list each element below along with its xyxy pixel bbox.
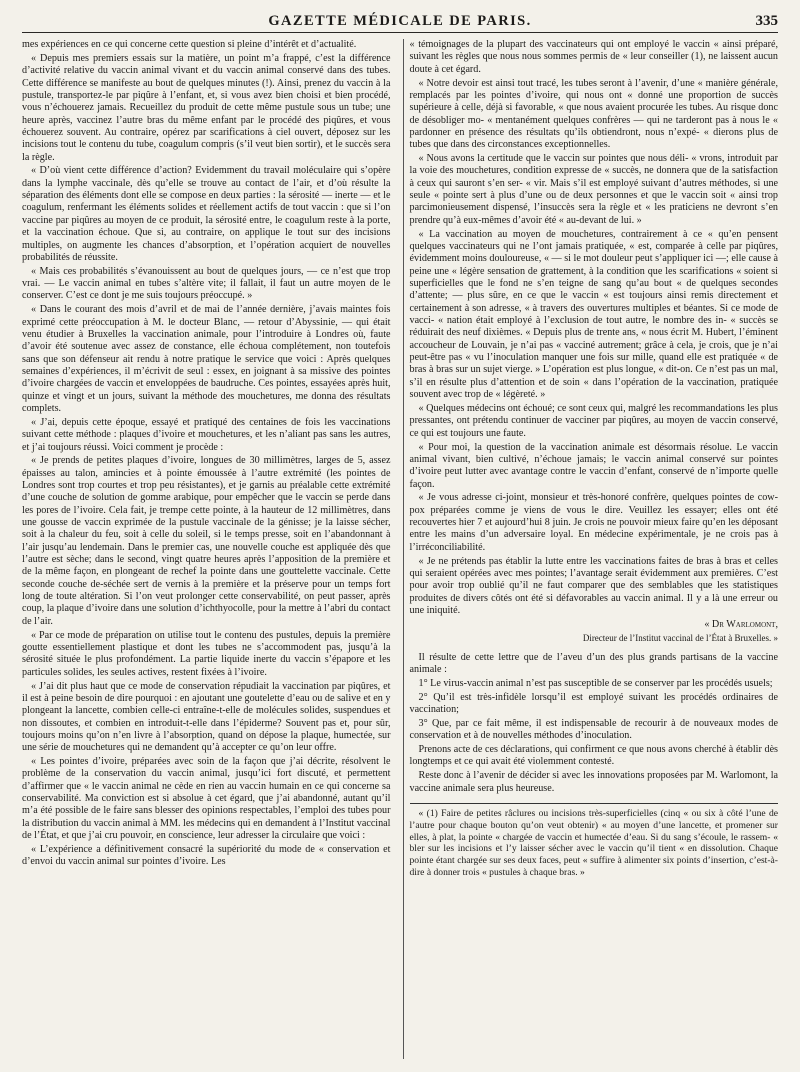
paragraph: « Quelques médecins ont échoué; ce sont ceux qui, malgré les recommandations les plus pressantes, ont prétendu continuer de vacciner par piqûres, au moyen de vaccin conservé, ce qui est toujours une faute. [409,402,778,439]
footnote-divider [410,803,779,804]
footnote: « (1) Faire de petites râclures ou incisions très-superficielles (cinq « ou six à côté l’une de l’autre pour chaque bouton qu’on veut obtenir) « au moyen d’une lancette, et promener sur elles, à plat, la pointe « chargée de vaccin et humectée d’eau. Si du sang s’écoule, le rassem- « bler sur les incisions et l’y laisser sécher avec le vaccin qu’il tient « en dissolution. Chaque pointe étant chargée sur ses deux faces, peut « suffire à alimenter six points d’insertion, c’est-à-dire à donner trois « pustules à chaque bras. » [409,807,778,878]
paragraph: « L’expérience a définitivement consacré la supériorité du mode de « conservation et d’envoi du vaccin animal sur pointes d’ivoire. Les [22,844,391,868]
paragraph: « D’où vient cette différence d’action? Evidemment du travail moléculaire qui s’opère dans la lymphe vaccinale, dès qu’elle se trouve au contact de l’air, et d’où résulte la séparation des éléments dont elle se compose en deux parties : la sérosité — inerte — et le coagulum, renfermant les éléments solides et réellement actifs de tout vaccin : que si l’on vaccine par piqûres au moyen de ce produit, la sérosité entre, le coagulum reste à la porte, et la vaccination échoue. Que si, au contraire, on applique le tout sur des incisions multiples, on augmente les chances d’absorption, et l’opération acquiert de nouvelles probabilités de réussite. [22,165,391,263]
signature-title: Directeur de l’Institut vaccinal de l’État à Bruxelles. » [582,632,778,643]
paragraph: « Notre devoir est ainsi tout tracé, les tubes seront à l’avenir, d’une « manière générale, remplacés par les pointes d’ivoire, qui nous ont « donné une proportion de succès supérieure à celle, déjà si favorable, « que nous avaient procurée les tubes. Au risque donc de désobliger mo- « mentanément quelques confrères — qui ne tarderont pas à nous le « pardonner en présence des résultats qu’ils obtiendront, nous n’expé- « dierons plus de tubes que dans des circonstances exceptionnelles. [409,77,778,151]
list-item: 1° Le virus-vaccin animal n’est pas susceptible de se conserver par les procédés usuels; [418,677,773,689]
paragraph: « témoignages de la plupart des vaccinateurs qui ont employé le vaccin « ainsi préparé, suivant les règles que nous nous sommes permis de « leur conseiller (1), ne laissent aucun doute à cet égard. [409,39,778,75]
page-number: 335 [755,13,778,29]
list-item: 3° Que, par ce fait même, il est indispensable de recourir à de nouveaux modes de conservation et à de nouvelles méthodes d’inoculation. [409,717,778,742]
journal-title: GAZETTE MÉDICALE DE PARIS. [268,13,532,29]
right-column [403,39,779,1059]
paragraph: « Je ne prétends pas établir la lutte entre les vaccinations faites de bras à bras et celles qui seraient opérées avec mes pointes; l’avantage serait évidemment aux premières. C’est pour avoir trop oublié qu’il ne faut comparer que des semblables que les statistiques produites de divers côtés ont été si défavorables au vaccin animal. Il y a là une erreur ou une iniquité. [409,555,778,616]
left-column [22,39,391,1059]
paragraph: « Dans le courant des mois d’avril et de mai de l’année dernière, j’avais maintes fois exprimé cette préoccupation à M. le docteur Blanc, — retour d’Abyssinie, — qui était venu étudier à Bruxelles la vaccination animale, pour l’introduire à Londres où, faute d’avoir été soutenue avec assez de constance, elle échoua complétement, non toutefois sans que son défenseur ait rendu à notre pratique le service que voici : Après quelques semaines d’expériences, il m’écrivit de seul : essex, en joignant à sa missive des pointes d’ivoire chargées de vaccin et enveloppées de baudruche. Ces pointes, essayées après huit, quinze et vingt et un jours, suivant la méthode des mouchetures, me donna des résultats complets. [22,304,391,414]
paragraph: « Mais ces probabilités s’évanouissent au bout de quelques jours, — ce n’est que trop vrai. — Le vaccin animal en tubes s’altère vite; il fallait, il faut un autre moyen de le conserver. C’est ce dont je me suis toujours préoccupé. » [22,265,391,302]
paragraph: « J’ai, depuis cette époque, essayé et pratiqué des centaines de fois les vaccinations suivant cette méthode : plaques d’ivoire et mouchetures, et les n’aliant pas sans les autres, et j’ai toujours réussi. Voici comment je procède : [22,416,391,453]
paragraph: « Depuis mes premiers essais sur la matière, un point m’a frappé, c’est la différence d’activité relative du vaccin animal vivant et du vaccin animal conservé dans des tubes. Cette différence se manifeste au bout de quelques minutes (!). Ainsi, prenez du vaccin à la pustule, transportez-le par piqûre à l’enfant, et, si vous avez bien choisi et bien procédé, vous n’échouerez jamais. Recueillez du produit de cette même pustule sous un tube; une heure après, vaccinez l’autre bras du même enfant par le procédé des piqûres, et vous échouerez souvent. Au contraire, opérez par scarifications à ciel ouvert, déposez sur les incisions tout le contenu du tube, coagulum compris (s’il veut bien sortir), et le succès sera la règle. [22,52,391,163]
paragraph: « La vaccination au moyen de mouchetures, contrairement à ce « qu’en pensent quelques vaccinateurs qui ne l’ont jamais pratiquée, « est, comparée à celle par piqûres, évidemment moins douloureuse, « — si le mot douleur peut s’appliquer ici —; elle cause à peine une « légère sensation de grattement, à la condition que les scarifications « soient si superficielles que le fond ne s’en teigne de sang qu’au bout « de quelques secondes d’attente; — plus sûre, en ce que le vaccin « est toujours ainsi remis directement et certainement à son adresse, « à travers des ouvertures multiples et béantes. Si ce mode de vacci- « nation était employé à l’exclusion de tout autre, le nombre des in- « succès se réduirait des neuf dixièmes. « Depuis plus de trente ans, « nous écrit M. Hubert, l’éminent accoucheur de Louvain, je n’ai pas « vacciné autrement; grâce à cela, je crois, que je n’ai peut-être pas « vu l’inoculation manquer une fois sur mille, quand elle est pratiquée « de bras à bras sur un sujet vierge. » L’opération est plus longue, « dit-on. Ce n’est pas un mal, s’il en résulte plus d’attention et de soin « dans l’opération de la vaccination, pratiquée souvent avec trop de « légèreté. » [409,228,778,401]
paragraph: « J’ai dit plus haut que ce mode de conservation répudiait la vaccination par piqûres, et il est à peine besoin de dire pourquoi : en ajoutant une goutelette d’eau ou de salive et en y plongeant la lancette, combien celle-ci entraîne-t-elle de molécules solides, suspendues et non dissoutes, et combien en introduit-t-elle dans l’épiderme? Souvent pas et, pour sûr, toujours moins qu’on n’en livre à l’absorption, quand on dépose la plaque, humectée, sur une série de mouchetures qui ne demandent qu’à accepter ce qu’on leur offre. [22,680,391,754]
list-item: 2° Qu’il est très-infidèle lorsqu’il est employé suivant les procédés ordinaires de vaccination; [409,691,778,716]
paragraph: mes expériences en ce qui concerne cette question si pleine d’intérêt et d’actualité. [22,39,357,50]
paragraph: Prenons acte de ces déclarations, qui confirment ce que nous avons cherché à établir dès longtemps et ce qui avait été violemment contesté. [409,744,778,768]
paragraph: « Par ce mode de préparation on utilise tout le contenu des pustules, depuis la première goutte essentiellement plastique et dont les tubes ne s’accommodent pas, jusqu’à la sérosité située le plus profondément. La partie liquide inerte du vaccin s’épapore et les particules solides, les seules actives, restent fixées à l’ivoire. [22,629,391,678]
paragraph: Il résulte de cette lettre que de l’aveu d’un des plus grands partisans de la vaccine animale : [409,651,778,675]
page-header [22,10,778,33]
paragraph: Reste donc à l’avenir de décider si avec les innovations proposées par M. Warlomont, la vaccine animale sera plus heureuse. [409,770,778,794]
paragraph: « Les pointes d’ivoire, préparées avec soin de la façon que j’ai décrite, résolvent le problème de la conservation du vaccin animal, jusqu’ici fort discuté, et permettent d’affirmer que « le vaccin animal ne cède en rien au vaccin humain en ce qui concerne sa conservabilité. Ma conviction est si absolue à cet égard, que j’ai abandonné, autant qu’il m’a été possible de le faire sans blesser des opinions respectables, l’emploi des tubes pour la distribution du vaccin animal à MM. les médecins qui en demandent à l’Institut vaccinal de l’État, et que j’ai cru pouvoir, en conscience, leur adresser la circulaire que voici : [22,756,391,842]
signature: « Dr Warlomont, [704,618,778,630]
paragraph: « Nous avons la certitude que le vaccin sur pointes que nous déli- « vrons, introduit par la voie des mouchetures, condition expresse de « succès, ne donnera que de la satisfaction à ceux qui sauront s’en ser- « vir. Mais s’il est employé suivant d’autres méthodes, si une seule « pointe sert à plus d’une ou de deux personnes et que le vaccin soit « ainsi trop parcimonieusement dispensé, l’insuccès sera la règle et « les praticiens ne devront s’en prendre qu’à eux-mêmes d’avoir été « au-devant de lui. » [409,153,778,226]
paragraph: « Je prends de petites plaques d’ivoire, longues de 30 millimètres, larges de 5, assez épaisses au talon, amincies et à pointe émoussée à l’autre extrémité (les pointes de Londres sont trop courtes et trop peu résistantes), et je garnis au préalable cette extrémité d’une couche de solution de gomme arabique, pour empêcher que le vaccin se perde dans les pores de l’ivoire. Cela fait, je trempe cette pointe, à la hauteur de 12 millimètres, dans une gousse de vaccin exprimée de la pustule vaccinale de la génisse; je la laisse sécher, soit à la chaleur du feu, soit à celle du soleil, si le temps presse, soit en l’abandonnant à l’air jusqu’au lendemain. Dans le premier cas, une nouvelle couche est appliquée dès que l’autre est sèche; dans le second, vingt quatre heures après l’apposition de la première et de la même façon, en plongeant de rechef la pointe dans une gouttelette vaccinale. Cette seconde couche de-séchée sert de vernis à la première et la préserve pour un temps fort long de toute altération. Si l’on veut prolonger cette conservabilité, on peut passer, après coup, la plaque d’ivoire dans une solution d’ichthyocolle, pour la mettre à l’abri du contact de l’air. [22,455,391,627]
paragraph: « Je vous adresse ci-joint, monsieur et très-honoré confrère, quelques pointes de cow-pox préparées comme je viens de vous le dire. Veuillez les essayer; elles ont été recouvertes hier 7 et aujourd’hui 8 juin. Je crois ne pouvoir mieux faire qu’en les déposant entre les mains d’un adversaire loyal. En médecine expérimentale, je ne crois pas à l’irréconciliabilité. [409,492,778,553]
text-columns [22,39,778,1059]
paragraph: « Pour moi, la question de la vaccination animale est désormais résolue. Le vaccin animal vivant, bien cultivé, n’échoue jamais; le vaccin animal conservé sur pointes d’ivoire peut lutter avec avantage contre le vaccin d’enfant, conservé de n’importe quelle façon. [409,441,778,490]
